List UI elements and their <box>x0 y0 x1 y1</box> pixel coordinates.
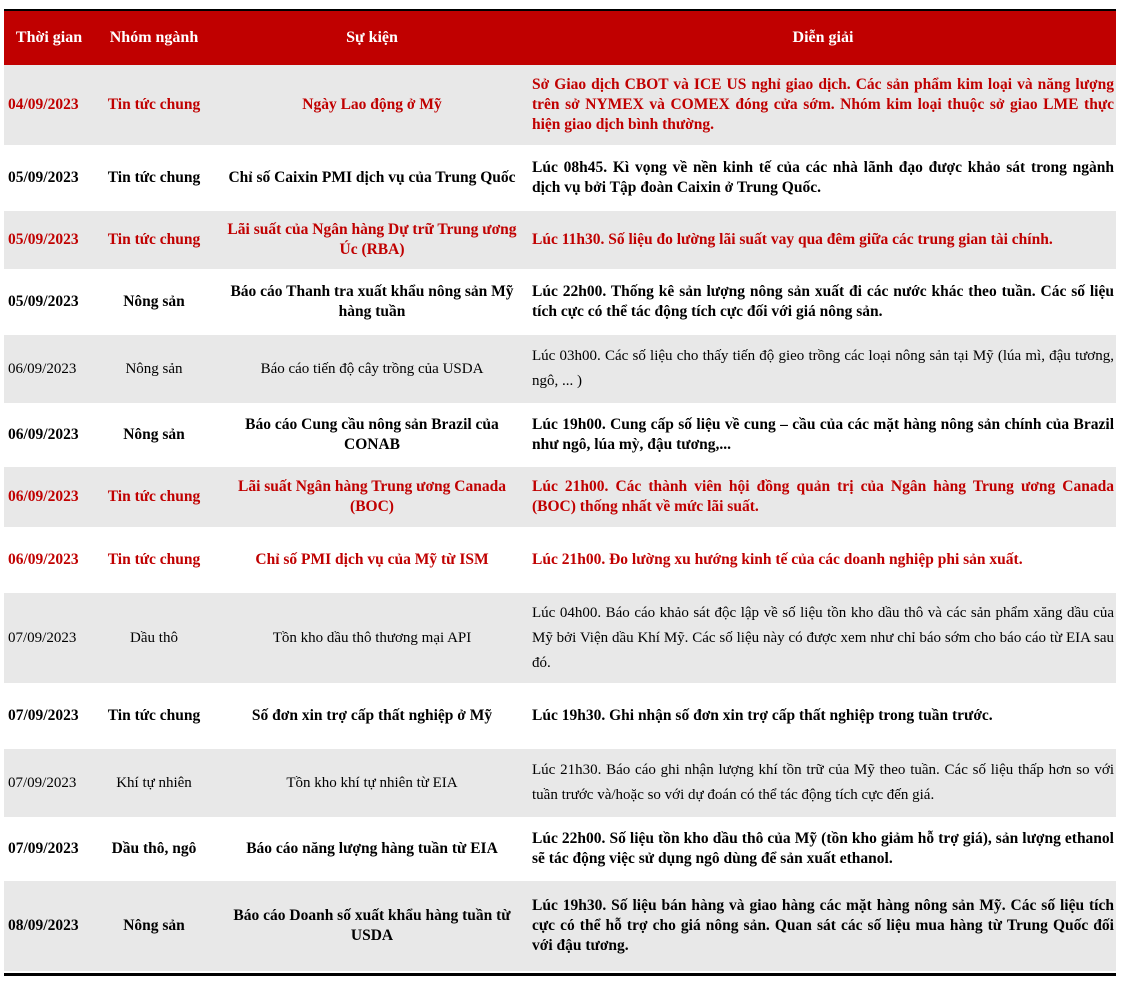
cell-time: 07/09/2023 <box>8 629 77 646</box>
cell-explain: Sở Giao dịch CBOT và ICE US nghỉ giao dịch. Các sản phẩm kim loại và năng lượng trên sở NYMEX và COMEX đóng cửa sớm. Nhóm kim loại thuộc sở giao LME thực hiện giao dịch bình thường. <box>532 76 1114 133</box>
cell-time: 06/09/2023 <box>8 360 77 377</box>
cell-explain: Lúc 21h00. Đo lường xu hướng kinh tế của các doanh nghiệp phi sản xuất. <box>532 551 1023 568</box>
cell-event: Số đơn xin trợ cấp thất nghiệp ở Mỹ <box>251 707 493 724</box>
table-row <box>4 405 1116 467</box>
cell-event: Chỉ số PMI dịch vụ của Mỹ từ ISM <box>255 551 489 568</box>
cell-time: 06/09/2023 <box>8 426 79 443</box>
cell-group: Tin tức chung <box>107 231 201 248</box>
cell-time: 06/09/2023 <box>8 488 79 505</box>
cell-group: Khí tự nhiên <box>116 774 192 791</box>
cell-event: Báo cáo tiến độ cây trồng của USDA <box>260 360 484 377</box>
table-row <box>4 593 1116 685</box>
cell-group: Nông sản <box>125 360 183 377</box>
cell-time: 07/09/2023 <box>8 774 77 791</box>
cell-explain: Lúc 21h00. Các thành viên hội đồng quản trị của Ngân hàng Trung ương Canada (BOC) thống nhất về mức lãi suất. <box>532 478 1114 515</box>
cell-group: Tin tức chung <box>107 707 201 724</box>
table-row <box>4 685 1116 749</box>
cell-time: 05/09/2023 <box>8 293 79 310</box>
cell-explain: Lúc 22h00. Thống kê sản lượng nông sản xuất đi các nước khác theo tuần. Các số liệu tích cực có thể tác động tích cực đối với giá nông sản. <box>532 283 1114 320</box>
cell-time: 07/09/2023 <box>8 707 79 724</box>
cell-explain: Lúc 04h00. Báo cáo khảo sát độc lập về số liệu tồn kho dầu thô và các sản phẩm xăng dầu của Mỹ bởi Viện dầu Khí Mỹ. Các số liệu này có được xem như chỉ báo sớm cho báo cáo từ EIA sau đó. <box>532 604 1114 671</box>
cell-explain: Lúc 03h00. Các số liệu cho thấy tiến độ gieo trồng các loại nông sản tại Mỹ (lúa mì, đậu tương, ngô, ... ) <box>532 348 1114 389</box>
table-row <box>4 819 1116 881</box>
cell-event: Báo cáo Cung cầu nông sản Brazil của CONAB <box>245 416 499 453</box>
cell-event: Tồn kho dầu thô thương mại API <box>272 629 472 646</box>
header-time: Thời gian <box>15 29 83 46</box>
cell-group: Tin tức chung <box>107 169 201 186</box>
table-row <box>4 271 1116 335</box>
cell-event: Báo cáo Thanh tra xuất khẩu nông sản Mỹ hàng tuần <box>230 283 514 320</box>
cell-group: Tin tức chung <box>107 551 201 568</box>
cell-event: Lãi suất Ngân hàng Trung ương Canada (BOC) <box>238 478 506 515</box>
cell-event: Ngày Lao động ở Mỹ <box>302 96 442 113</box>
cell-explain: Lúc 19h30. Số liệu bán hàng và giao hàng các mặt hàng nông sản Mỹ. Các số liệu tích cực có thể hỗ trợ cho giá nông sản. Quan sát các số liệu mua hàng từ Trung Quốc đối với đậu tương. <box>532 897 1114 954</box>
header-event: Sự kiện <box>346 29 398 46</box>
cell-time: 07/09/2023 <box>8 840 79 857</box>
table-header <box>4 11 1116 65</box>
table-bottom-rule <box>4 973 1116 976</box>
table-row <box>4 529 1116 593</box>
table-row <box>4 147 1116 211</box>
table-row <box>4 65 1116 147</box>
event-calendar-table <box>4 9 1116 976</box>
cell-group: Nông sản <box>123 917 185 934</box>
cell-time: 06/09/2023 <box>8 551 79 568</box>
cell-time: 08/09/2023 <box>8 917 79 934</box>
cell-event: Báo cáo năng lượng hàng tuần từ EIA <box>246 840 498 857</box>
cell-explain: Lúc 21h30. Báo cáo ghi nhận lượng khí tồn trữ của Mỹ theo tuần. Các số liệu thấp hơn so với tuần trước và/hoặc so với dự đoán có thể tác động tích cực đến giá. <box>532 762 1114 803</box>
cell-explain: Lúc 19h30. Ghi nhận số đơn xin trợ cấp thất nghiệp trong tuần trước. <box>532 707 993 724</box>
table-row <box>4 881 1116 973</box>
cell-event: Tồn kho khí tự nhiên từ EIA <box>286 774 458 791</box>
table-row <box>4 335 1116 405</box>
cell-time: 05/09/2023 <box>8 231 79 248</box>
cell-time: 05/09/2023 <box>8 169 79 186</box>
cell-group: Nông sản <box>123 426 185 443</box>
header-explain: Diễn giải <box>792 29 854 46</box>
cell-group: Tin tức chung <box>107 488 201 505</box>
cell-group: Dầu thô, ngô <box>111 840 197 857</box>
table-row <box>4 211 1116 271</box>
cell-event: Chỉ số Caixin PMI dịch vụ của Trung Quốc <box>228 169 516 186</box>
cell-explain: Lúc 19h00. Cung cấp số liệu về cung – cầu của các mặt hàng nông sản chính của Brazil như ngô, lúa mỳ, đậu tương,... <box>532 416 1114 453</box>
cell-event: Lãi suất của Ngân hàng Dự trữ Trung ương Úc (RBA) <box>227 221 517 258</box>
cell-event: Báo cáo Doanh số xuất khẩu hàng tuần từ USDA <box>233 907 511 944</box>
cell-explain: Lúc 22h00. Số liệu tồn kho dầu thô của Mỹ (tồn kho giảm hỗ trợ giá), sản lượng ethanol sẽ tác động việc sử dụng ngô dùng để sản xuất ethanol. <box>532 830 1114 867</box>
header-group: Nhóm ngành <box>109 29 199 46</box>
cell-explain: Lúc 08h45. Kì vọng về nền kinh tế của các nhà lãnh đạo được khảo sát trong ngành dịch vụ bởi Tập đoàn Caixin ở Trung Quốc. <box>532 159 1114 196</box>
cell-explain: Lúc 11h30. Số liệu đo lường lãi suất vay qua đêm giữa các trung gian tài chính. <box>532 231 1053 248</box>
table-row <box>4 749 1116 819</box>
cell-group: Dầu thô <box>130 629 178 646</box>
cell-time: 04/09/2023 <box>8 96 79 113</box>
table-row <box>4 467 1116 529</box>
cell-group: Nông sản <box>123 293 185 310</box>
cell-group: Tin tức chung <box>107 96 201 113</box>
